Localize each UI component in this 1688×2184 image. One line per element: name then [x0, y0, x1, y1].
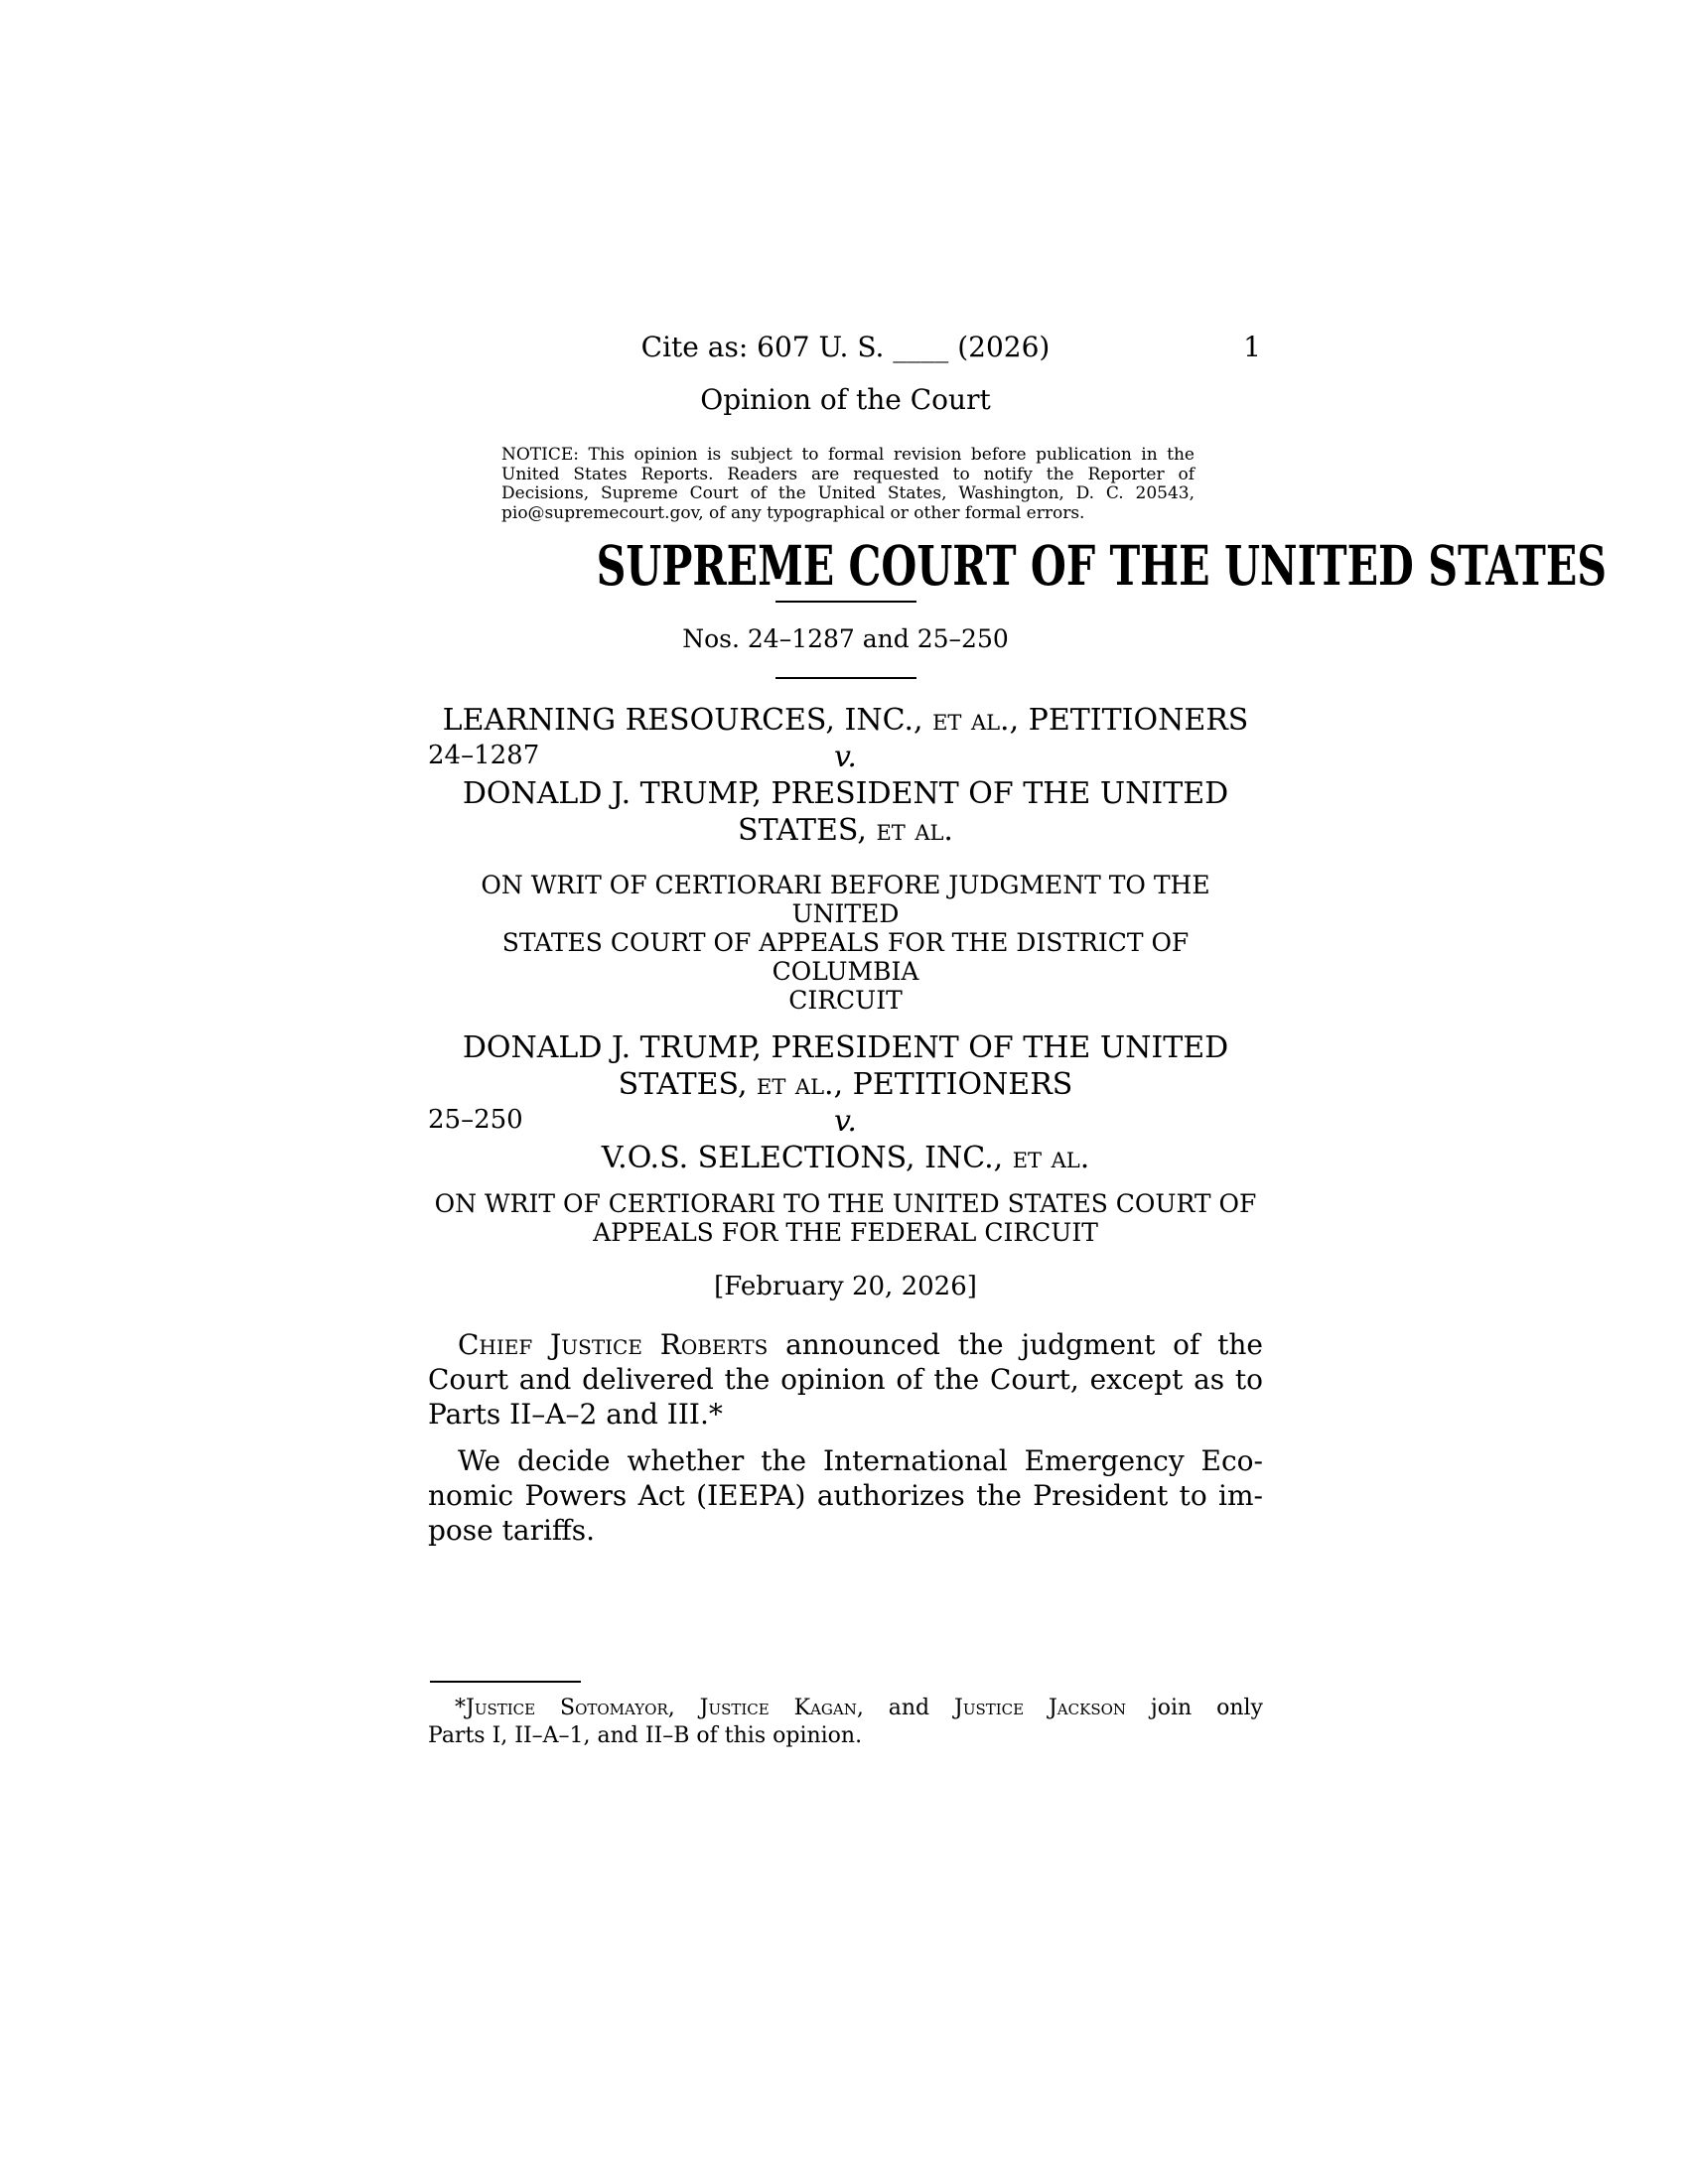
versus-abbreviation: v. [834, 740, 857, 774]
notice-line-3: Decisions, Supreme Court of the United States, Washington, D. C. 20543, [501, 483, 1195, 504]
body-line: We decide whether the International Emergency Eco- [458, 1444, 1263, 1477]
notice-line-2: United States Reports. Readers are requested to notify the Reporter of [501, 464, 1195, 484]
versus-abbreviation: v. [834, 1104, 857, 1139]
opinion-body [428, 1327, 1263, 1548]
body-line: pose tariffs. [428, 1514, 596, 1547]
footnote-line-1 [428, 1695, 1263, 1722]
text-column [428, 0, 1608, 2184]
versus-row [428, 1103, 1263, 1140]
footnote-text: join only [1126, 1696, 1263, 1720]
docket-number: 24–1287 [428, 741, 540, 770]
document-title [428, 533, 1608, 598]
opinion-paragraph-1 [428, 1327, 1263, 1432]
footnote-rule [430, 1681, 581, 1683]
justice-name: Justice Jackson [954, 1696, 1127, 1720]
body-line: Court and delivered the opinion of the Court, except as to [428, 1363, 1263, 1396]
footnote-text: , [667, 1696, 700, 1720]
opinion-paragraph-2 [428, 1443, 1263, 1548]
docket-numbers-line: Nos. 24–1287 and 25–250 [682, 624, 1009, 653]
case-caption-1 [428, 702, 1263, 849]
footnote-line-2: Parts I, II–A–1, and II–B of this opinion. [428, 1723, 863, 1748]
body-text: announced the judgment of the [768, 1328, 1263, 1361]
page-number: 1 [1243, 331, 1261, 363]
justice-name: Chief Justice Roberts [458, 1328, 769, 1361]
notice-line-1: NOTICE: This opinion is subject to formal revision before publication in the [501, 445, 1195, 465]
notice-line-4: pio@supremecourt.gov, of any typographical or other formal errors. [501, 502, 1085, 523]
footnote-marker: * [455, 1696, 466, 1720]
respondent-line: V.O.S. SELECTIONS, INC., et al. [601, 1141, 1090, 1175]
writ-line: APPEALS FOR THE FEDERAL CIRCUIT [593, 1218, 1098, 1247]
running-head [428, 333, 1263, 362]
footnote-text: , and [856, 1696, 954, 1720]
writ-line: ON WRIT OF CERTIORARI TO THE UNITED STATES COURT OF [434, 1189, 1257, 1218]
writ-statement-1 [428, 871, 1263, 1015]
writ-line: STATES COURT OF APPEALS FOR THE DISTRICT OF COLUMBIA [501, 928, 1190, 986]
justice-name: Justice Kagan [699, 1696, 857, 1720]
writ-line: ON WRIT OF CERTIORARI BEFORE JUDGMENT TO THE UNITED [481, 871, 1210, 928]
docket-number: 25–250 [428, 1105, 523, 1135]
body-line: nomic Powers Act (IEEPA) authorizes the President to im- [428, 1479, 1263, 1512]
justice-name: Justice Sotomayor [466, 1696, 668, 1720]
petitioner-line: LEARNING RESOURCES, INC., et al., PETITIONERS [442, 703, 1249, 738]
citation-line: Cite as: 607 U. S. ____ (2026) [640, 331, 1051, 363]
petitioner-line-1: DONALD J. TRUMP, PRESIDENT OF THE UNITED [462, 1030, 1229, 1065]
document-title-text: SUPREME COURT OF THE UNITED STATES [596, 533, 1608, 598]
decision-date: [February 20, 2026] [714, 1272, 977, 1301]
divider-rule-top [775, 601, 916, 603]
petitioner-line-2: STATES, et al., PETITIONERS [618, 1067, 1073, 1102]
writ-statement-2 [428, 1189, 1263, 1247]
writ-line: CIRCUIT [788, 986, 903, 1015]
respondent-line-1: DONALD J. TRUMP, PRESIDENT OF THE UNITED [462, 776, 1229, 811]
case-caption-2 [428, 1029, 1263, 1176]
notice-paragraph [501, 446, 1195, 523]
divider-rule-bottom [775, 677, 916, 679]
section-heading: Opinion of the Court [700, 383, 991, 416]
body-line: Parts II–A–2 and III.* [428, 1398, 723, 1431]
versus-row [428, 739, 1263, 775]
body-line [428, 1327, 1263, 1362]
respondent-line-2: STATES, et al. [738, 813, 953, 848]
footnote [428, 1695, 1263, 1750]
